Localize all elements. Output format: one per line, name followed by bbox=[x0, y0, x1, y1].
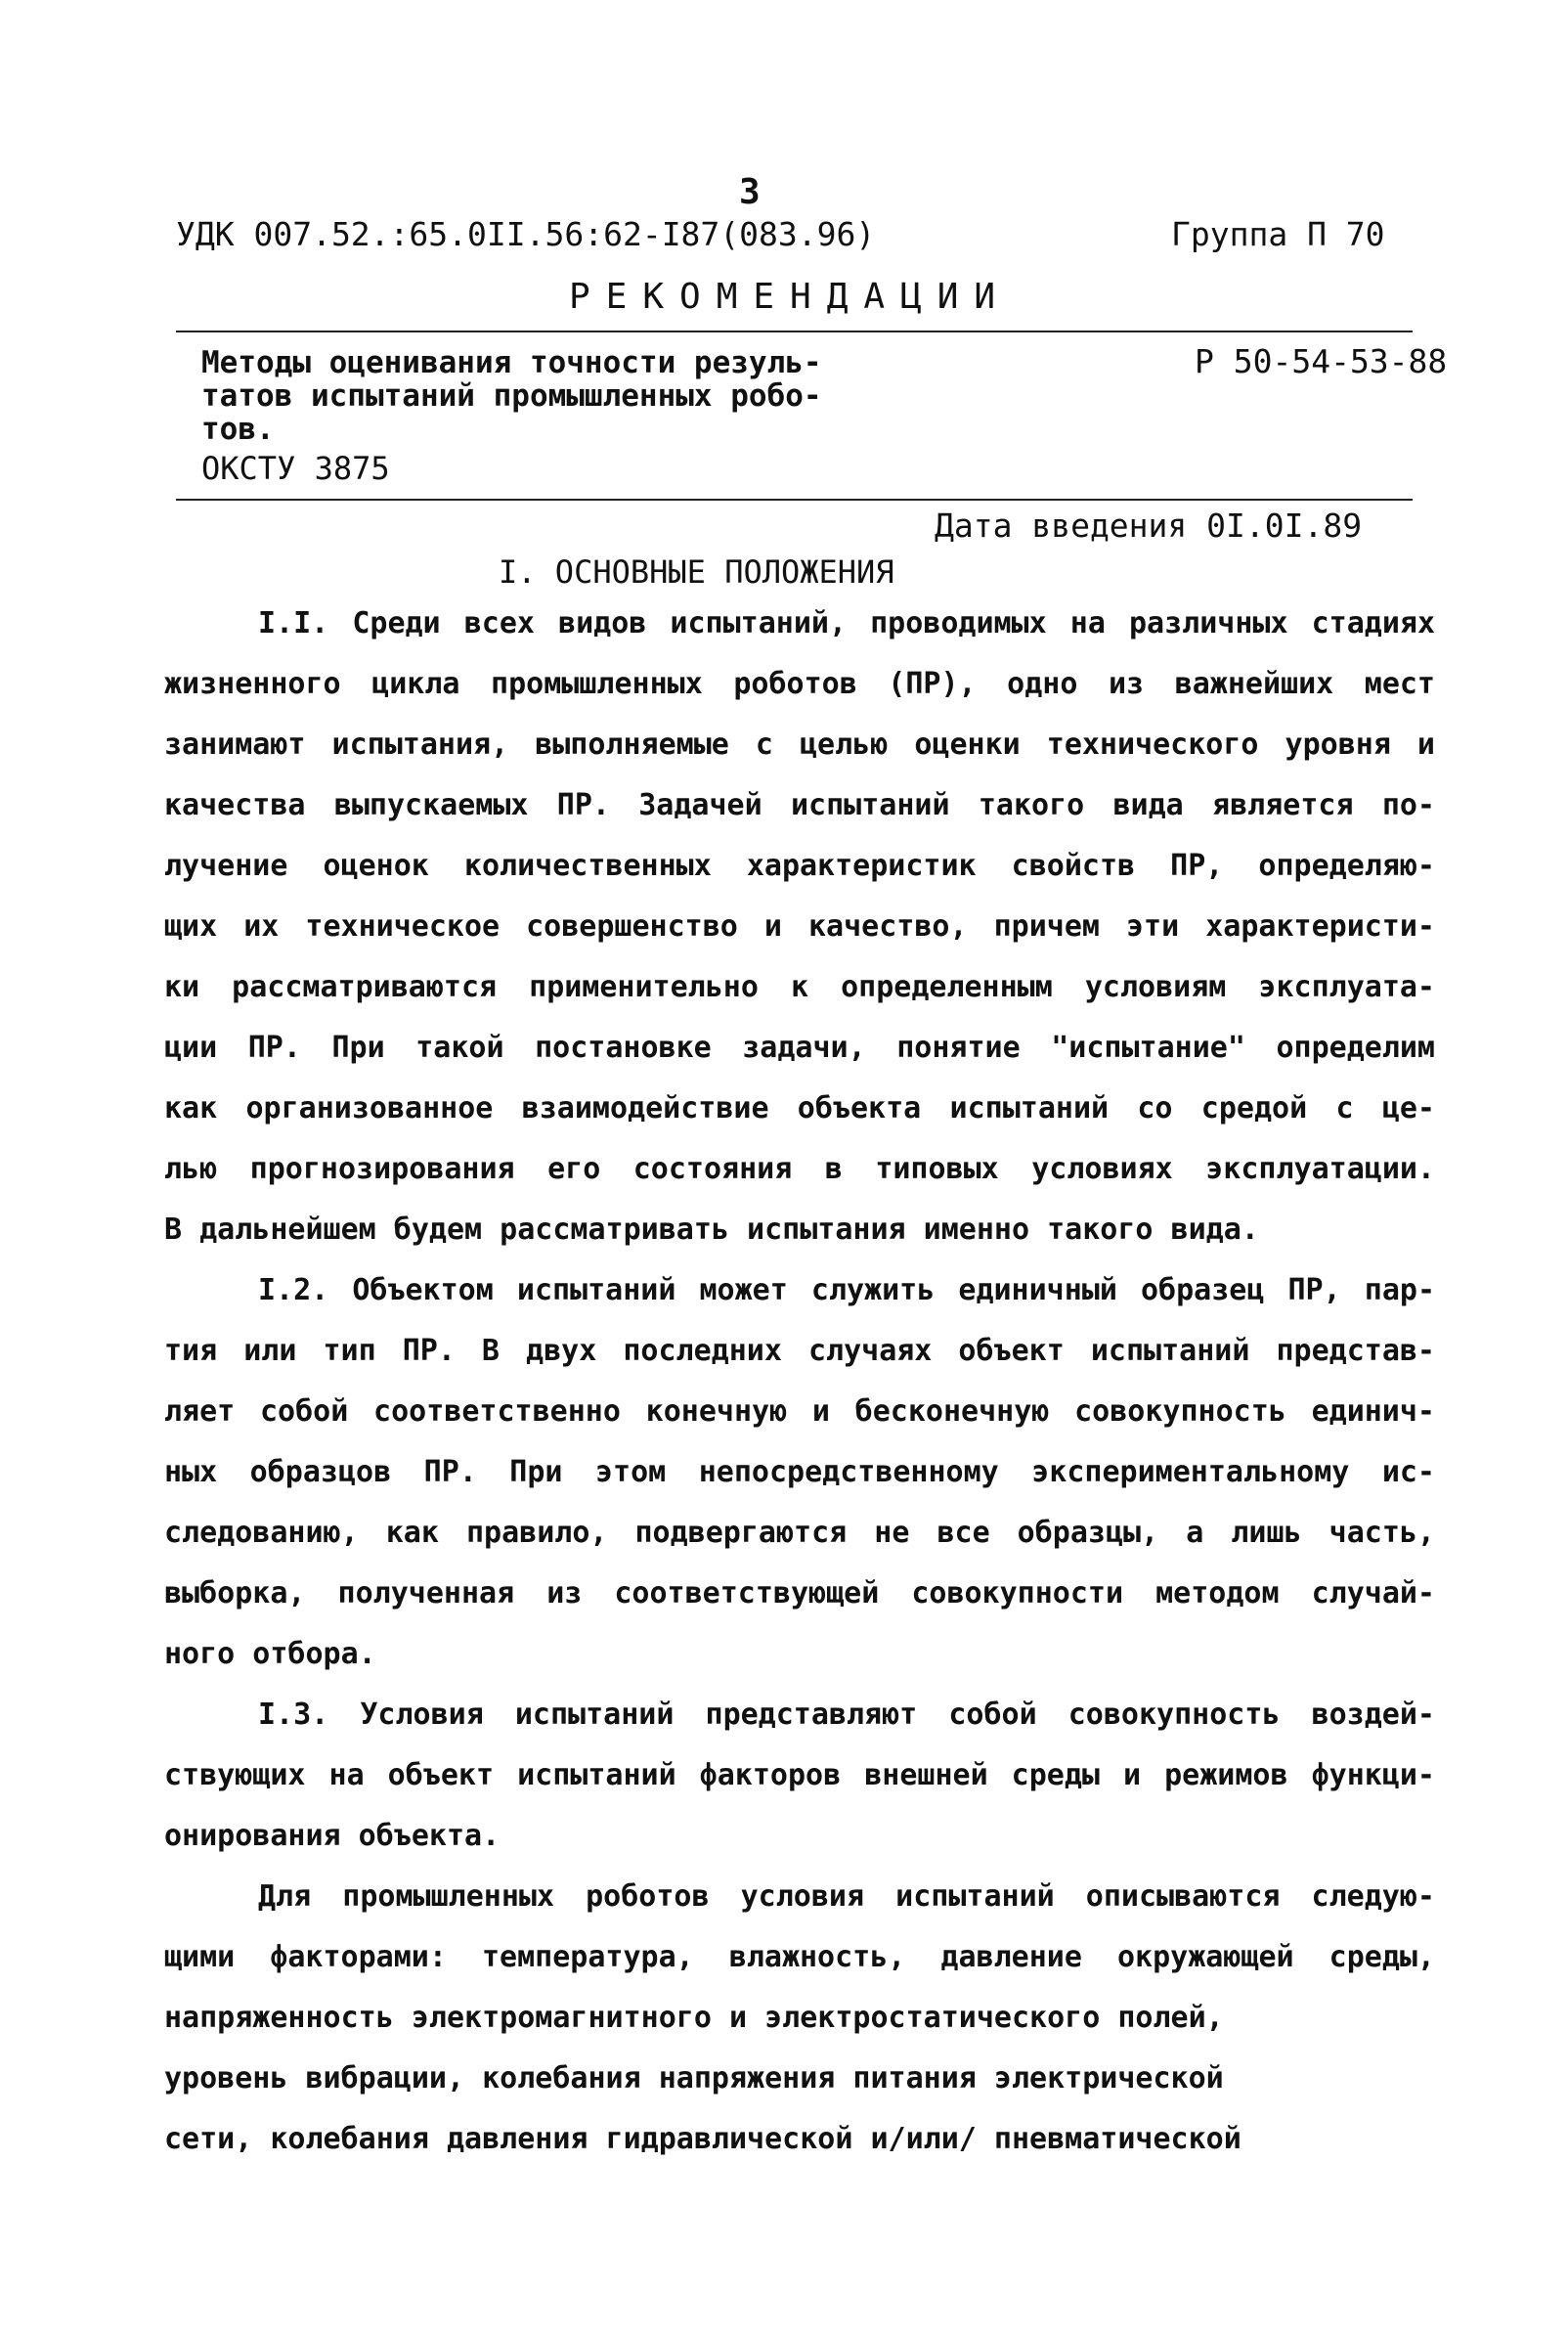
document-title-line: Методы оценивания точности резуль- bbox=[201, 345, 822, 380]
paragraph-line: выборка, полученная из соответствующей совокупности методом случай- bbox=[164, 1576, 1435, 1610]
header-divider-bottom bbox=[176, 499, 1413, 501]
section-heading: I. ОСНОВНЫЕ ПОЛОЖЕНИЯ bbox=[499, 553, 894, 591]
paragraph-line: сети, колебания давления гидравлической и/или/ пневматической bbox=[164, 2122, 1241, 2156]
paragraph-line: лучение оценок количественных характеристик свойств ПР, определяю- bbox=[164, 849, 1435, 883]
paragraph-line: лью прогнозирования его состояния в типовых условиях эксплуатации. bbox=[164, 1152, 1435, 1186]
paragraph-line: ции ПР. При такой постановке задачи, понятие "испытание" определим bbox=[164, 1031, 1435, 1065]
paragraph-line: тия или тип ПР. В двух последних случаях объект испытаний представ- bbox=[164, 1334, 1435, 1368]
paragraph-line: щих их техническое совершенство и качество, причем эти характеристи- bbox=[164, 909, 1435, 944]
paragraph-line: занимают испытания, выполняемые с целью оценки технического уровня и bbox=[164, 728, 1435, 762]
paragraph-line: жизненного цикла промышленных роботов (ПР), одно из важнейших мест bbox=[164, 667, 1435, 701]
paragraph-line: как организованное взаимодействие объекта испытаний со средой с це- bbox=[164, 1091, 1435, 1125]
paragraph-line: I.3. Условия испытаний представляют собой совокупность воздей- bbox=[258, 1698, 1435, 1732]
oksty-code: ОКСТУ 3875 bbox=[201, 450, 390, 487]
paragraph-line: ляет собой соответственно конечную и бесконечную совокупность единич- bbox=[164, 1394, 1435, 1429]
group-code: Группа П 70 bbox=[1171, 215, 1385, 253]
document-designation: Р 50-54-53-88 bbox=[1195, 342, 1448, 380]
paragraph-line: напряженность электромагнитного и электростатического полей, bbox=[164, 2001, 1224, 2035]
paragraph-line: ного отбора. bbox=[164, 1637, 376, 1671]
paragraph-line: уровень вибрации, колебания напряжения питания электрической bbox=[164, 2061, 1224, 2095]
paragraph-line: следованию, как правило, подвергаются не все образцы, а лишь часть, bbox=[164, 1516, 1435, 1550]
document-title-line: тов. bbox=[201, 412, 275, 447]
paragraph-line: ки рассматриваются применительно к определенным условиям эксплуата- bbox=[164, 970, 1435, 1004]
paragraph-line: Для промышленных роботов условия испытаний описываются следую- bbox=[258, 1879, 1435, 1914]
page-number: 3 bbox=[739, 172, 761, 212]
paragraph-line: щими факторами: температура, влажность, давление окружающей среды, bbox=[164, 1940, 1435, 1974]
paragraph-line: I.2. Объектом испытаний может служить единичный образец ПР, пар- bbox=[258, 1273, 1435, 1307]
paragraph-line: I.I. Среди всех видов испытаний, проводимых на различных стадиях bbox=[258, 606, 1435, 640]
introduction-date: Дата введения 0I.0I.89 bbox=[935, 507, 1363, 545]
paragraph-line: ных образцов ПР. При этом непосредственному экспериментальному ис- bbox=[164, 1455, 1435, 1489]
paragraph-line: онирования объекта. bbox=[164, 1819, 501, 1853]
paragraph-line: ствующих на объект испытаний факторов внешней среды и режимов функци- bbox=[164, 1758, 1435, 1792]
udc-code: УДК 007.52.:65.0II.56:62-I87(083.96) bbox=[176, 215, 876, 253]
paragraph-line: качества выпускаемых ПР. Задачей испытаний такого вида является по- bbox=[164, 788, 1435, 822]
header-divider-top bbox=[176, 331, 1413, 332]
document-title bbox=[201, 346, 822, 446]
document-title-line: татов испытаний промышленных робо- bbox=[201, 378, 822, 414]
paragraph-line: В дальнейшем будем рассматривать испытания именно такого вида. bbox=[164, 1213, 1259, 1247]
document-type: РЕКОМЕНДАЦИИ bbox=[569, 277, 1012, 317]
